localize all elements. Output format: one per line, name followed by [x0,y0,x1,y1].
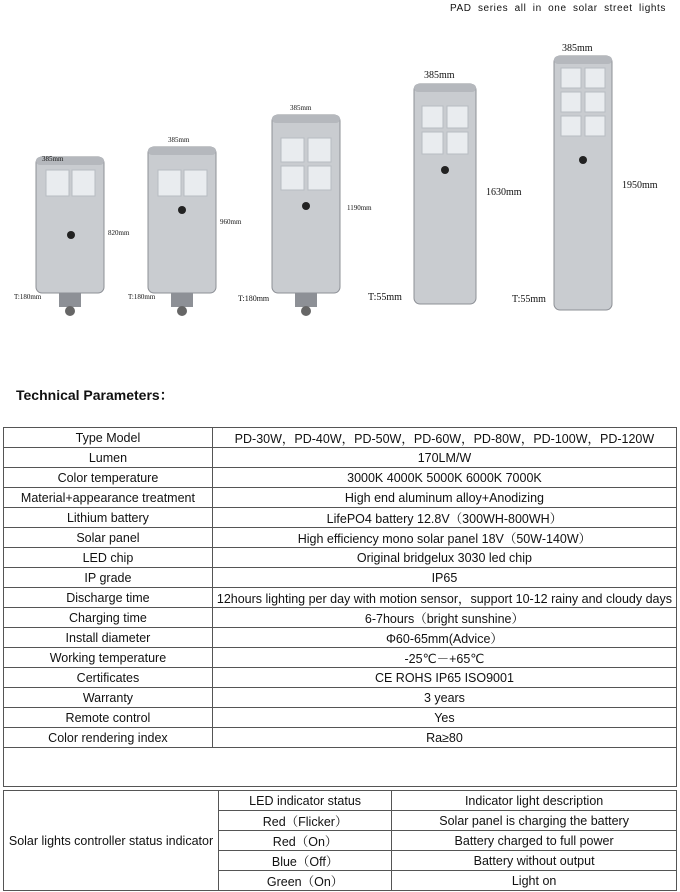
indicator-desc: Battery charged to full power [392,831,677,851]
parameters-body [4,428,677,787]
param-label: Working temperature [4,648,213,668]
param-label: Remote control [4,708,213,728]
light-4-height: 1630mm [486,187,522,198]
col-status-header: LED indicator status [219,791,392,811]
table-row [4,468,677,488]
param-label: Material+appearance treatment [4,488,213,508]
table-row [4,648,677,668]
spacer-cell [4,748,677,787]
param-value: LifePO4 battery 12.8V（300WH-800WH） [212,508,676,528]
table-row [4,528,677,548]
param-value: PD-30W，PD-40W，PD-50W，PD-60W，PD-80W，PD-100W，PD-120W [212,428,676,448]
table-row [4,548,677,568]
param-value: 3 years [212,688,676,708]
table-row [4,728,677,748]
param-value: -25℃－+65℃ [212,648,676,668]
param-value: Original bridgelux 3030 led chip [212,548,676,568]
param-label: Charging time [4,608,213,628]
table-row [4,488,677,508]
light-2-thickness: T:180mm [128,293,156,301]
light-5-height: 1950mm [622,180,658,191]
light-2-height: 960mm [220,218,242,226]
light-5 [512,43,658,310]
technical-parameters-table [3,427,677,787]
table-row [4,668,677,688]
table-row [4,608,677,628]
param-label: Lithium battery [4,508,213,528]
param-label: Solar panel [4,528,213,548]
light-1-width: 385mm [42,155,64,163]
light-4-width: 385mm [424,70,455,81]
param-label: Certificates [4,668,213,688]
light-1-height: 820mm [108,229,130,237]
param-label: Install diameter [4,628,213,648]
param-label: Warranty [4,688,213,708]
param-label: LED chip [4,548,213,568]
table-row [4,448,677,468]
param-value: Yes [212,708,676,728]
table-row [4,568,677,588]
controller-label: Solar lights controller status indicator [4,791,219,891]
table-row [4,508,677,528]
table-row [4,588,677,608]
light-1-thickness: T:180mm [14,293,42,301]
param-value: Φ60-65mm(Advice） [212,628,676,648]
table-row [4,428,677,448]
light-3-thickness: T:180mm [238,294,270,303]
indicator-status: Green（On） [219,871,392,891]
light-3 [238,104,372,316]
param-value: IP65 [212,568,676,588]
param-label: Color rendering index [4,728,213,748]
param-value: 6-7hours（bright sunshine） [212,608,676,628]
light-4-thickness: T:55mm [368,292,402,303]
controller-status-table [3,790,677,891]
param-label: Lumen [4,448,213,468]
light-5-thickness: T:55mm [512,294,546,305]
controller-header-row [4,791,677,811]
indicator-status: Red（On） [219,831,392,851]
light-5-width: 385mm [562,43,593,54]
table-row [4,628,677,648]
spacer-row [4,748,677,787]
light-3-height: 1190mm [347,204,372,212]
param-value: CE ROHS IP65 ISO9001 [212,668,676,688]
indicator-desc: Solar panel is charging the battery [392,811,677,831]
param-value: High efficiency mono solar panel 18V（50W-140W） [212,528,676,548]
indicator-status: Red（Flicker） [219,811,392,831]
param-label: Type Model [4,428,213,448]
param-value: High end aluminum alloy+Anodizing [212,488,676,508]
param-value: 170LM/W [212,448,676,468]
light-3-width: 385mm [290,104,312,112]
light-4 [368,70,522,304]
light-2-width: 385mm [168,136,190,144]
section-title: Technical Parameters： [16,387,174,403]
indicator-desc: Battery without output [392,851,677,871]
col-desc-header: Indicator light description [392,791,677,811]
table-row [4,708,677,728]
param-value: 12hours lighting per day with motion sensor，support 10-12 rainy and cloudy days [212,588,676,608]
indicator-desc: Light on [392,871,677,891]
indicator-status: Blue（Off） [219,851,392,871]
param-label: Discharge time [4,588,213,608]
param-value: 3000K 4000K 5000K 6000K 7000K [212,468,676,488]
param-label: IP grade [4,568,213,588]
light-1 [14,155,130,316]
product-dimension-figure [0,20,680,320]
param-label: Color temperature [4,468,213,488]
light-2 [128,136,242,316]
param-value: Ra≥80 [212,728,676,748]
table-row [4,688,677,708]
series-title: PAD series all in one solar street lights [449,3,666,14]
